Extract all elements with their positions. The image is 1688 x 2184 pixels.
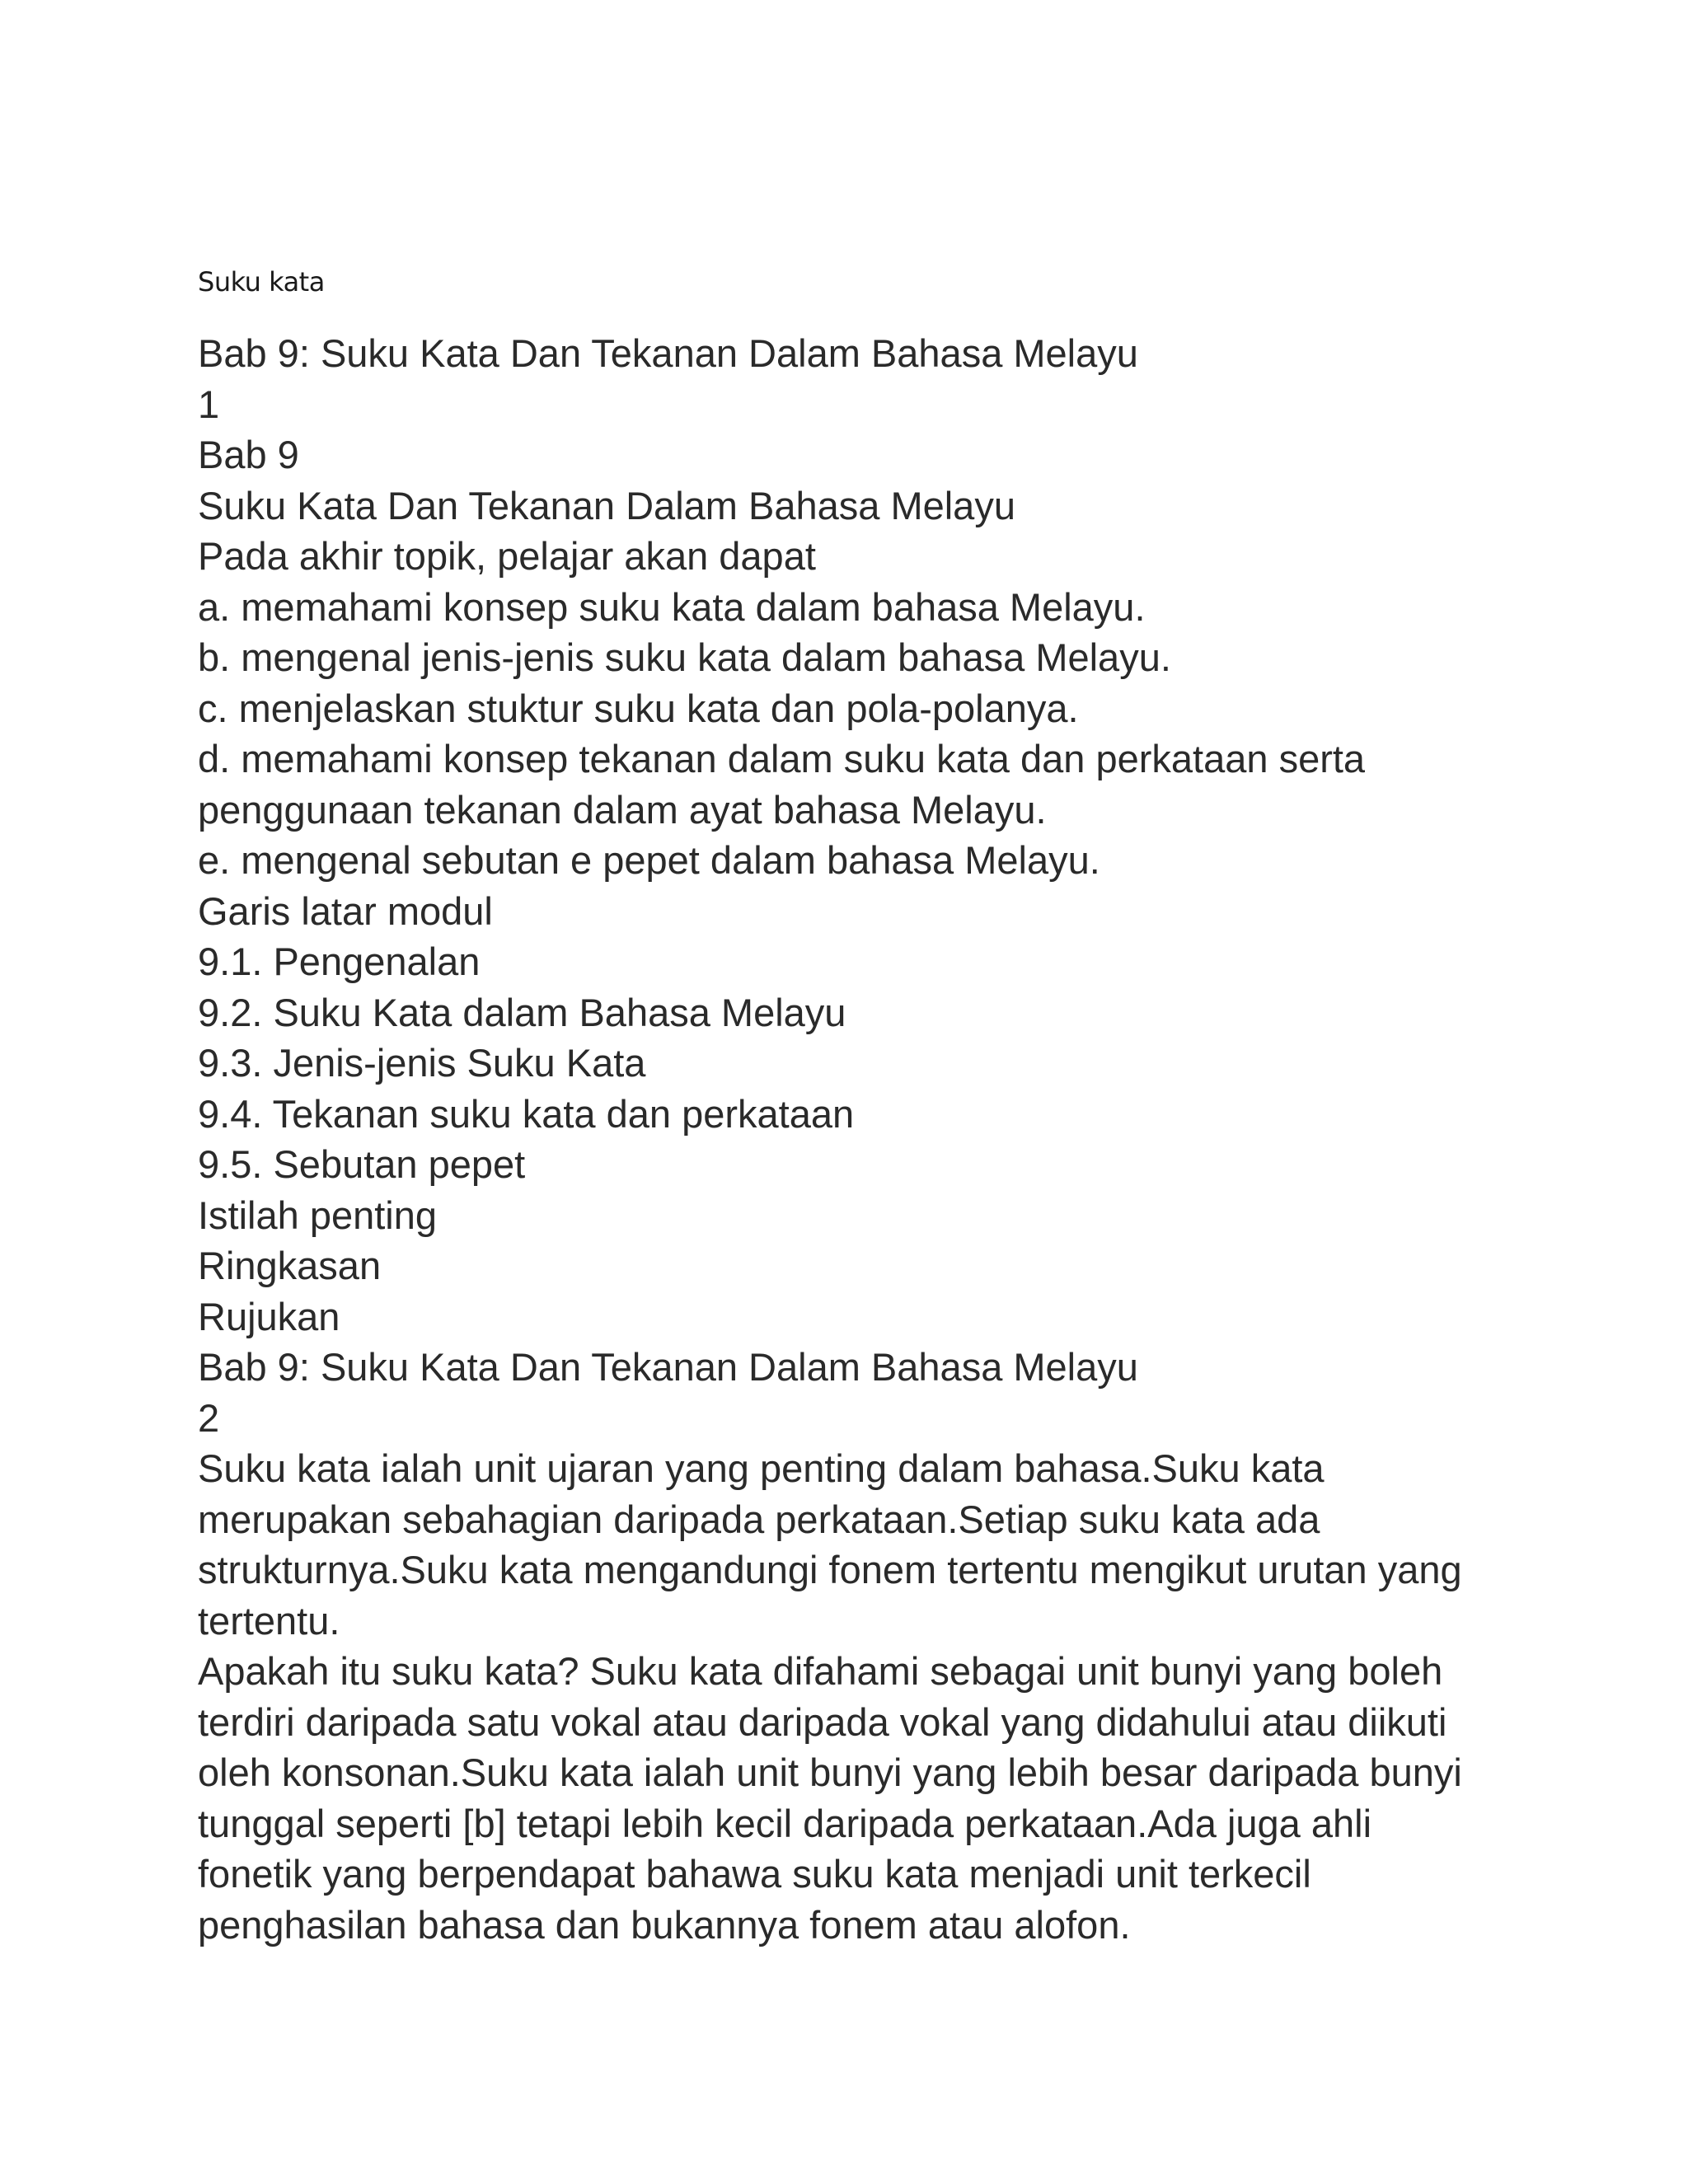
objective-item-continued: penggunaan tekanan dalam ayat bahasa Melayu. [198, 787, 1047, 832]
objective-item: e. mengenal sebutan e pepet dalam bahasa Melayu. [198, 838, 1100, 882]
outline-item: 9.3. Jenis-jenis Suku Kata [198, 1041, 646, 1085]
document-body [198, 328, 1517, 1950]
paragraph-line: penghasilan bahasa dan bukannya fonem atau alofon. [198, 1902, 1131, 1947]
paragraph-line: strukturnya.Suku kata mengandungi fonem tertentu mengikut urutan yang [198, 1548, 1462, 1591]
chapter-heading: Bab 9: Suku Kata Dan Tekanan Dalam Bahasa Melayu [198, 1345, 1138, 1389]
objective-item: b. mengenal jenis-jenis suku kata dalam bahasa Melayu. [198, 635, 1171, 679]
outline-item: Ringkasan [198, 1244, 382, 1287]
paragraph-line: merupakan sebahagian daripada perkataan.Setiap suku kata ada [198, 1497, 1320, 1541]
chapter-title: Suku Kata Dan Tekanan Dalam Bahasa Melayu [198, 483, 1015, 527]
objectives-intro: Pada akhir topik, pelajar akan dapat [198, 534, 816, 578]
objective-item: c. menjelaskan stuktur suku kata dan pola-polanya. [198, 686, 1079, 730]
outline-item: 9.2. Suku Kata dalam Bahasa Melayu [198, 990, 846, 1034]
outline-heading: Garis latar modul [198, 888, 493, 933]
page-number: 1 [198, 382, 220, 426]
document-header-label: Suku kata [198, 266, 325, 298]
paragraph-line: Apakah itu suku kata? Suku kata difahami sebagai unit bunyi yang boleh [198, 1649, 1443, 1693]
objective-item: a. memahami konsep suku kata dalam bahasa Melayu. [198, 584, 1146, 629]
outline-item: Rujukan [198, 1294, 340, 1338]
paragraph-line: fonetik yang berpendapat bahawa suku kata menjadi unit terkecil [198, 1852, 1311, 1896]
chapter-heading: Bab 9: Suku Kata Dan Tekanan Dalam Bahasa Melayu [198, 331, 1138, 375]
paragraph-line: oleh konsonan.Suku kata ialah unit bunyi yang lebih besar daripada bunyi [198, 1750, 1462, 1794]
paragraph-line: tunggal seperti [b] tetapi lebih kecil daripada perkataan.Ada juga ahli [198, 1801, 1372, 1845]
objective-item: d. memahami konsep tekanan dalam suku kata dan perkataan serta [198, 737, 1366, 780]
chapter-number: Bab 9 [198, 433, 299, 476]
outline-item: 9.1. Pengenalan [198, 940, 481, 983]
paragraph-line: terdiri daripada satu vokal atau daripada vokal yang didahului atau diikuti [198, 1699, 1447, 1744]
outline-item: 9.4. Tekanan suku kata dan perkataan [198, 1091, 855, 1136]
outline-item: 9.5. Sebutan pepet [198, 1142, 526, 1186]
paragraph-line: Suku kata ialah unit ujaran yang penting dalam bahasa.Suku kata [198, 1446, 1325, 1490]
outline-item: Istilah penting [198, 1193, 438, 1237]
paragraph-line: tertentu. [198, 1598, 340, 1643]
page-number: 2 [198, 1395, 220, 1440]
